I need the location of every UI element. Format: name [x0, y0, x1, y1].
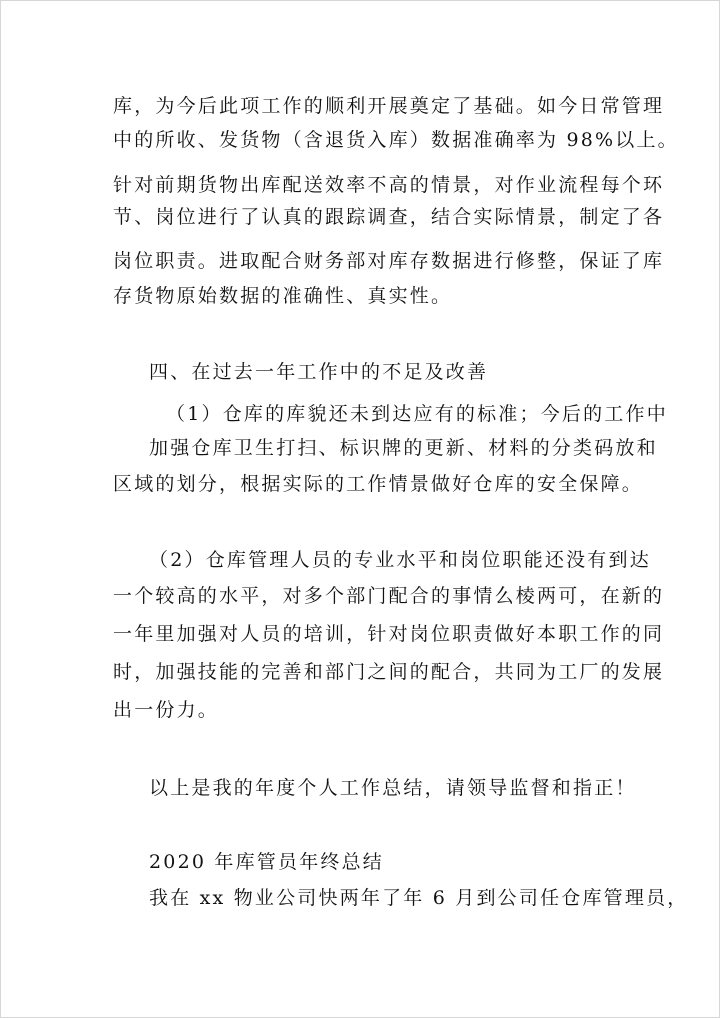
paragraph-line: 针对前期货物出库配送效率不高的情景，对作业流程每个环: [113, 174, 665, 196]
paragraph-line: 库，为今后此项工作的顺利开展奠定了基础。如今日常管理: [113, 95, 665, 117]
list-item-line: 出一份力。: [113, 699, 220, 721]
section-heading: 四、在过去一年工作中的不足及改善: [149, 361, 489, 383]
section-title: 2020 年库管员年终总结: [149, 851, 384, 873]
list-item-line: （1）仓库的库貌还未到达应有的标准；今后的工作中: [166, 403, 668, 425]
list-item-line: 一年里加强对人员的培训，针对岗位职责做好本职工作的同: [113, 623, 665, 645]
list-item-line: 时，加强技能的完善和部门之间的配合，共同为工厂的发展: [113, 661, 665, 683]
paragraph-line: 中的所收、发货物（含退货入库）数据准确率为 98%以上。: [113, 129, 679, 151]
list-item-line: （2）仓库管理人员的专业水平和岗位职能还没有到达: [149, 549, 651, 571]
closing-line: 以上是我的年度个人工作总结，请领导监督和指正！: [149, 777, 637, 799]
paragraph-line: 我在 xx 物业公司快两年了年 6 月到公司任仓库管理员，: [149, 887, 689, 909]
list-item-line: 区域的划分，根据实际的工作情景做好仓库的安全保障。: [113, 473, 644, 495]
paragraph-line: 岗位职责。进取配合财务部对库存数据进行修整，保证了库: [113, 250, 665, 272]
list-item-line: 一个较高的水平，对多个部门配合的事情么棱两可，在新的: [113, 585, 665, 607]
paragraph-line: 节、岗位进行了认真的跟踪调查，结合实际情景，制定了各: [113, 206, 665, 228]
paragraph-line: 存货物原始数据的准确性、真实性。: [113, 285, 453, 307]
list-item-line: 加强仓库卫生打扫、标识牌的更新、材料的分类码放和: [149, 437, 658, 459]
